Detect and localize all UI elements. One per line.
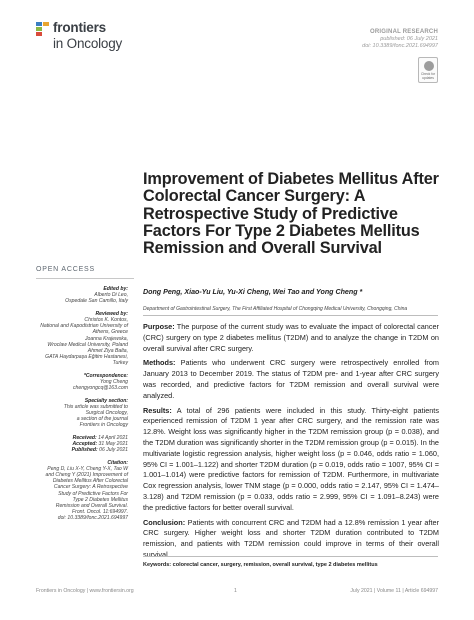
- citation-label: Citation:: [107, 459, 128, 466]
- logo-wordmark-journal: in Oncology: [53, 36, 123, 51]
- frontiers-logo-mark-icon: [36, 22, 50, 38]
- received-label: Received:: [72, 434, 97, 441]
- logo-wordmark-frontiers: frontiers: [53, 20, 106, 35]
- reviewed-by-label: Reviewed by:: [95, 310, 128, 317]
- footer-volume-info: July 2021 | Volume 11 | Article 694997: [350, 588, 438, 594]
- doi[interactable]: doi: 10.3389/fonc.2021.694997: [362, 43, 438, 49]
- journal-logo[interactable]: [36, 20, 156, 60]
- reviewer-line: Turkey: [112, 360, 128, 367]
- received-value: 14 April 2021: [98, 434, 128, 441]
- citation-line: Cancer Surgery: A Retrospective: [53, 484, 128, 491]
- reviewer-line: National and Kapodistrian University of: [40, 323, 128, 330]
- conclusion-text: Patients with concurrent CRC and T2DM had a 12.8% remission 1 year after CRC surgery. Higher weight loss and shorter T2DM duration contributed to T2DM remission, and patients with T2DM remission could improve in terms of their overall survival.: [143, 517, 440, 559]
- check-for-updates-button[interactable]: [418, 57, 438, 83]
- divider: [143, 315, 438, 316]
- reviewer-line: Ahmet Ziya Balta,: [87, 348, 128, 355]
- author-list: Dong Peng, Xiao-Yu Liu, Yu-Xi Cheng, Wei Tao and Yong Cheng *: [143, 288, 363, 296]
- reviewer-line: GATA Haydarpaşa Eğitim Hastanesi,: [45, 354, 128, 361]
- reviewer-line: Athens, Greece: [92, 329, 128, 336]
- specialty-line: a section of the journal: [76, 416, 128, 423]
- abstract: [143, 322, 439, 565]
- reviewer-line: Christos K. Kontos,: [84, 317, 128, 323]
- citation-line: and Cheng Y (2021) Improvement of: [45, 472, 128, 479]
- reviewer-line: Wroclaw Medical University, Poland: [47, 341, 128, 348]
- citation-line: Remission and Overall Survival.: [55, 503, 128, 510]
- keywords: Keywords: colorectal cancer, surgery, remission, overall survival, type 2 diabetes mellitus: [143, 562, 378, 568]
- specialty-line: Surgical Oncology,: [85, 410, 128, 417]
- purpose-label: Purpose:: [143, 322, 175, 331]
- citation-doi[interactable]: doi: 10.3389/fonc.2021.694997: [57, 515, 128, 522]
- published-value: 06 July 2021: [99, 447, 128, 454]
- article-sidebar: [28, 286, 128, 522]
- editor-name: Alberto Di Leo,: [94, 292, 128, 299]
- methods-text: Patients who underwent CRC surgery were retrospectively enrolled from January 2013 to December 2019. The status of T2DM pre- and 1-year after CRC surgery was recorded, and predictive factors for T2DM remission and overall survival were analyzed.: [143, 358, 439, 400]
- footer-journal-link[interactable]: Frontiers in Oncology | www.frontiersin.org: [36, 588, 134, 594]
- accepted-label: Accepted:: [72, 441, 98, 448]
- abstract-conclusion: [143, 518, 439, 561]
- specialty-line: Frontiers in Oncology: [79, 422, 128, 429]
- divider: [143, 556, 438, 557]
- published-date: published: 06 July 2021: [380, 36, 438, 42]
- specialty-section-label: Specialty section:: [84, 397, 128, 404]
- specialty-line: This article was submitted to: [63, 403, 128, 410]
- article-meta: [362, 29, 438, 50]
- conclusion-label: Conclusion:: [143, 517, 186, 527]
- abstract-results: [143, 406, 439, 514]
- affiliation: Department of Gastrointestinal Surgery, The First Affiliated Hospital of Chongqing Medical University, Chongqing, China: [143, 306, 408, 312]
- abstract-purpose: [143, 322, 439, 354]
- check-updates-label: Check for updates: [420, 72, 436, 80]
- methods-label: Methods:: [143, 358, 176, 368]
- published-label: Published:: [71, 447, 98, 454]
- citation-line: Front. Oncol. 11:694997.: [72, 509, 128, 516]
- purpose-text: The purpose of the current study was to evaluate the impact of colorectal cancer (CRC) surgery on type 2 diabetes mellitus (T2DM) and to analyze the change in T2DM on overall survival after CRC surgery.: [143, 322, 439, 353]
- reviewer-line: Joanna Krajewska,: [84, 335, 128, 342]
- open-access-label[interactable]: OPEN ACCESS: [36, 266, 95, 273]
- citation-line: Diabetes Mellitus After Colorectal: [52, 478, 128, 485]
- editor-affiliation: Ospedale San Camillo, Italy: [65, 298, 128, 305]
- page-number: 1: [234, 588, 237, 594]
- results-text: A total of 296 patients were included in this study. Thirty-eight patients experienced remission of T2DM 1 year after CRC surgery, and the remission rate was 12.8%. Weight loss was significantly higher in the T2DM remission group (p = 0.038), and the T2DM duration was significantly shorter in the T2DM remission group (p = 0.015). In the multivariate logistic regression analysis, higher weight loss (p = 0.046, odds ratio = 1.060, 95% CI = 1.001–1.122) and shorter T2DM duration (p = 0.019, odds ratio = 1007, 95% CI = 1.001–1.014) were predictive factors for remission of T2DM. Furthermore, in multivariate Cox regression analysis, lower TNM stage (p = 0.000, odds ratio = 2.147, 95% CI = 1.474–3.128) and T2DM remission (p = 0.033, odds ratio = 2.999, 95% CI = 1.091–8.243) were the predictive factors for better overall survival.: [143, 405, 439, 512]
- citation-line: Study of Predictive Factors For: [58, 490, 128, 497]
- correspondence-label: *Correspondence:: [83, 372, 128, 379]
- article-type: ORIGINAL RESEARCH: [370, 29, 438, 35]
- abstract-methods: [143, 358, 439, 401]
- accepted-value: 31 May 2021: [98, 441, 128, 448]
- article-title: Improvement of Diabetes Mellitus After Colorectal Cancer Surgery: A Retrospective Study of Predictive Factors For Type 2 Diabetes Mellitus Remission and Overall Survival: [143, 170, 439, 258]
- edited-by-label: Edited by:: [103, 286, 128, 292]
- citation-line: Type 2 Diabetes Mellitus: [72, 496, 128, 503]
- correspondence-email[interactable]: chengyongcq@163.com: [72, 385, 128, 392]
- citation-line: Peng D, Liu X-Y, Cheng Y-X, Tao W: [47, 465, 128, 472]
- check-updates-icon: [424, 61, 434, 71]
- correspondence-name: Yong Cheng: [99, 379, 128, 386]
- divider: [36, 278, 134, 279]
- results-label: Results:: [143, 405, 172, 415]
